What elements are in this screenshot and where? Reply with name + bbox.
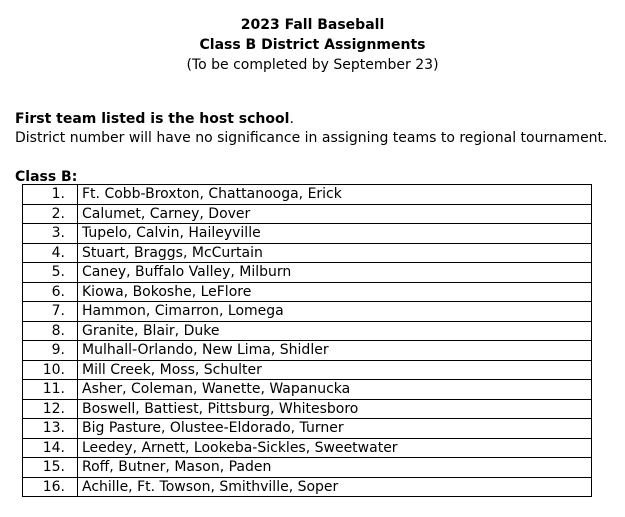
table-row	[23, 224, 592, 244]
district-number: 16.	[23, 477, 78, 497]
district-teams: Granite, Blair, Duke	[78, 321, 592, 341]
district-number: 13.	[23, 419, 78, 439]
table-row	[23, 399, 592, 419]
table-row	[23, 302, 592, 322]
table-row	[23, 419, 592, 439]
district-teams: Tupelo, Calvin, Haileyville	[78, 224, 592, 244]
district-number: 9.	[23, 341, 78, 361]
district-number: 5.	[23, 263, 78, 283]
table-row	[23, 341, 592, 361]
district-number: 11.	[23, 380, 78, 400]
district-rows	[23, 185, 592, 497]
table-row	[23, 380, 592, 400]
district-number: 3.	[23, 224, 78, 244]
table-row	[23, 438, 592, 458]
district-number: 2.	[23, 204, 78, 224]
district-teams: Hammon, Cimarron, Lomega	[78, 302, 592, 322]
host-school-note-period: .	[289, 111, 294, 127]
district-assignments-table	[22, 184, 592, 497]
table-row	[23, 360, 592, 380]
district-number: 8.	[23, 321, 78, 341]
table-row	[23, 458, 592, 478]
table-row	[23, 204, 592, 224]
district-teams: Big Pasture, Olustee-Eldorado, Turner	[78, 419, 592, 439]
table-row	[23, 282, 592, 302]
district-teams: Caney, Buffalo Valley, Milburn	[78, 263, 592, 283]
district-teams: Mill Creek, Moss, Schulter	[78, 360, 592, 380]
district-number: 4.	[23, 243, 78, 263]
class-label: Class B:	[15, 169, 78, 185]
table-row	[23, 263, 592, 283]
table-row	[23, 243, 592, 263]
instructions	[15, 110, 608, 148]
document-title: 2023 Fall Baseball	[240, 17, 385, 33]
table-row	[23, 477, 592, 497]
host-school-note	[15, 110, 608, 129]
district-teams: Roff, Butner, Mason, Paden	[78, 458, 592, 478]
table-row	[23, 321, 592, 341]
deadline-note: (To be completed by September 23)	[186, 57, 439, 73]
document-header	[0, 15, 625, 75]
host-school-note-text: First team listed is the host school	[15, 111, 290, 127]
district-teams: Mulhall-Orlando, New Lima, Shidler	[78, 341, 592, 361]
district-teams: Asher, Coleman, Wanette, Wapanucka	[78, 380, 592, 400]
district-number: 7.	[23, 302, 78, 322]
district-number: 10.	[23, 360, 78, 380]
document-subtitle: Class B District Assignments	[199, 37, 426, 53]
district-teams: Stuart, Braggs, McCurtain	[78, 243, 592, 263]
table-row	[23, 185, 592, 205]
district-number: 6.	[23, 282, 78, 302]
district-number: 15.	[23, 458, 78, 478]
district-number: 14.	[23, 438, 78, 458]
district-teams: Leedey, Arnett, Lookeba-Sickles, Sweetwater	[78, 438, 592, 458]
district-teams: Calumet, Carney, Dover	[78, 204, 592, 224]
district-number-note: District number will have no significance in assigning teams to regional tournament.	[15, 130, 608, 146]
district-teams: Achille, Ft. Towson, Smithville, Soper	[78, 477, 592, 497]
district-number: 12.	[23, 399, 78, 419]
district-teams: Ft. Cobb-Broxton, Chattanooga, Erick	[78, 185, 592, 205]
district-number: 1.	[23, 185, 78, 205]
district-teams: Kiowa, Bokoshe, LeFlore	[78, 282, 592, 302]
district-teams: Boswell, Battiest, Pittsburg, Whitesboro	[78, 399, 592, 419]
